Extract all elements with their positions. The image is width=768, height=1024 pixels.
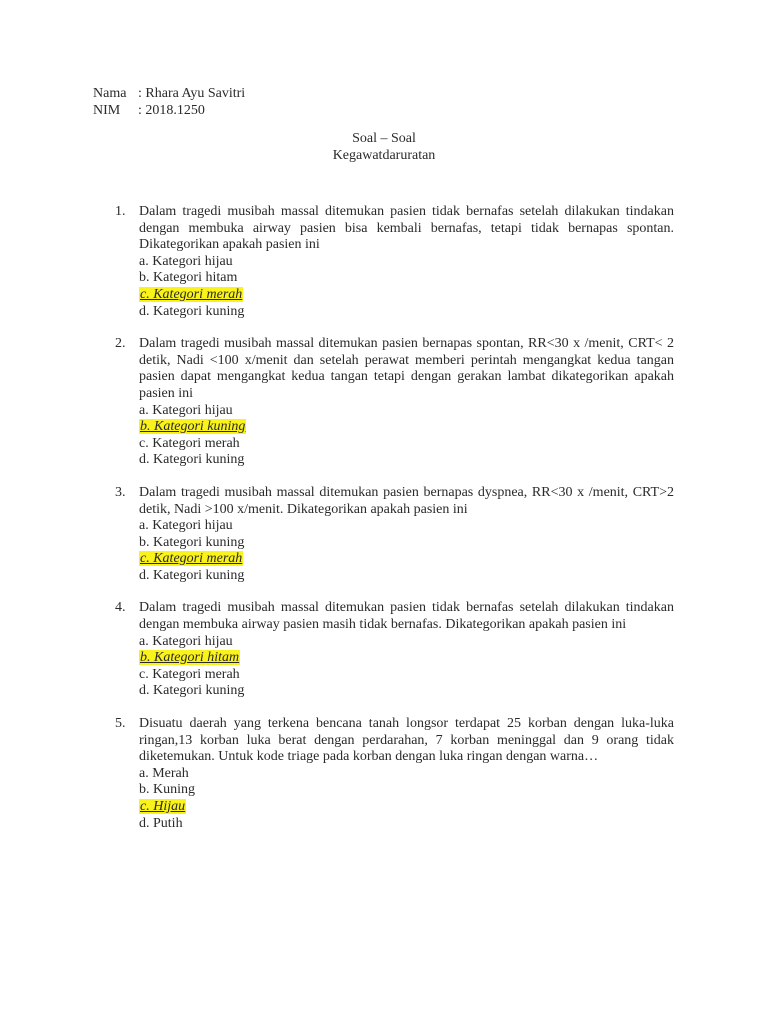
answer-option: b. Kategori kuning — [139, 534, 245, 550]
answer-option-correct — [139, 551, 674, 568]
name-value: : Rhara Ayu Savitri — [138, 86, 246, 101]
question-number: 2. — [115, 336, 126, 352]
correct-answer-highlight: c. Kategori merah — [140, 286, 243, 302]
question-body — [139, 716, 674, 832]
nim-value: : 2018.1250 — [138, 102, 205, 118]
answer-option: b. Kategori hitam — [139, 270, 238, 286]
answer-option-correct — [139, 419, 674, 436]
answer-option: a. Kategori hijau — [139, 518, 233, 534]
correct-answer-highlight: c. Kategori merah — [140, 551, 243, 567]
answer-option: a. Merah — [139, 765, 189, 781]
answer-option: d. Kategori kuning — [139, 683, 245, 699]
title-line-2: Kegawatdaruratan — [332, 147, 436, 163]
answer-option: a. Kategori hijau — [139, 253, 233, 269]
question-list — [110, 204, 674, 848]
question-stem: Disuatu daerah yang terkena bencana tanah longsor terdapat 25 korban dengan luka-luka ringan,13 korban luka berat dengan perdarahan, 7 korban meninggal dan 9 orang tidak diketemukan. Untuk kode triage pada korban dengan luka ringan dengan warna… — [139, 716, 674, 765]
answer-option-correct — [139, 287, 674, 304]
question-body — [139, 600, 674, 700]
question-item — [110, 204, 674, 320]
question-item — [110, 600, 674, 700]
answer-option: d. Putih — [139, 815, 183, 831]
question-item — [110, 716, 674, 832]
question-stem: Dalam tragedi musibah massal ditemukan pasien bernapas spontan, RR<30 x /menit, CRT< 2 detik, Nadi <100 x/menit dan setelah perawat memberi perintah mengangkat kedua tangan pasien dapat mengangkat kedua tangan tetapi dengan gerakan lambat dikategorikan apakah pasien ini — [139, 336, 674, 401]
question-stem: Dalam tragedi musibah massal ditemukan pasien tidak bernafas setelah dilakukan tindakan dengan membuka airway pasien masih tidak bernafas. Dikategorikan apakah pasien ini — [139, 600, 674, 633]
answer-option: c. Kategori merah — [139, 435, 240, 451]
correct-answer-highlight: c. Hijau — [140, 799, 186, 814]
correct-answer-highlight: b. Kategori hitam — [140, 650, 240, 666]
answer-option-correct — [139, 650, 674, 667]
question-stem: Dalam tragedi musibah massal ditemukan pasien tidak bernafas setelah dilakukan tindakan dengan membuka airway pasien bisa kembali bernafas, tetapi tidak bernapas spontan. Dikategorikan apakah pasien ini — [139, 204, 674, 253]
question-item — [110, 336, 674, 469]
document-title — [0, 131, 768, 164]
question-item — [110, 485, 674, 585]
question-number: 5. — [115, 716, 126, 732]
question-stem: Dalam tragedi musibah massal ditemukan pasien bernapas dyspnea, RR<30 x /menit, CRT>2 detik, Nadi >100 x/menit. Dikategorikan apakah pasien ini — [139, 484, 674, 517]
name-row — [93, 86, 245, 103]
question-number: 3. — [115, 484, 126, 500]
question-body — [139, 204, 674, 320]
question-number: 1. — [115, 204, 126, 219]
answer-option: a. Kategori hijau — [139, 402, 233, 418]
answer-option: d. Kategori kuning — [139, 303, 245, 319]
answer-option: c. Kategori merah — [139, 666, 240, 682]
student-identity — [93, 86, 245, 119]
nim-row — [93, 103, 245, 120]
answer-option: d. Kategori kuning — [139, 567, 245, 583]
question-number: 4. — [115, 600, 126, 616]
title-line-1: Soal – Soal — [352, 131, 416, 146]
question-body — [139, 485, 674, 585]
correct-answer-highlight: b. Kategori kuning — [140, 419, 246, 435]
answer-option: a. Kategori hijau — [139, 633, 233, 649]
answer-option: d. Kategori kuning — [139, 452, 245, 468]
question-body — [139, 336, 674, 469]
nim-label: NIM — [93, 102, 121, 118]
answer-option: b. Kuning — [139, 782, 195, 798]
answer-option-correct — [139, 799, 674, 816]
name-label: Nama — [93, 86, 127, 101]
